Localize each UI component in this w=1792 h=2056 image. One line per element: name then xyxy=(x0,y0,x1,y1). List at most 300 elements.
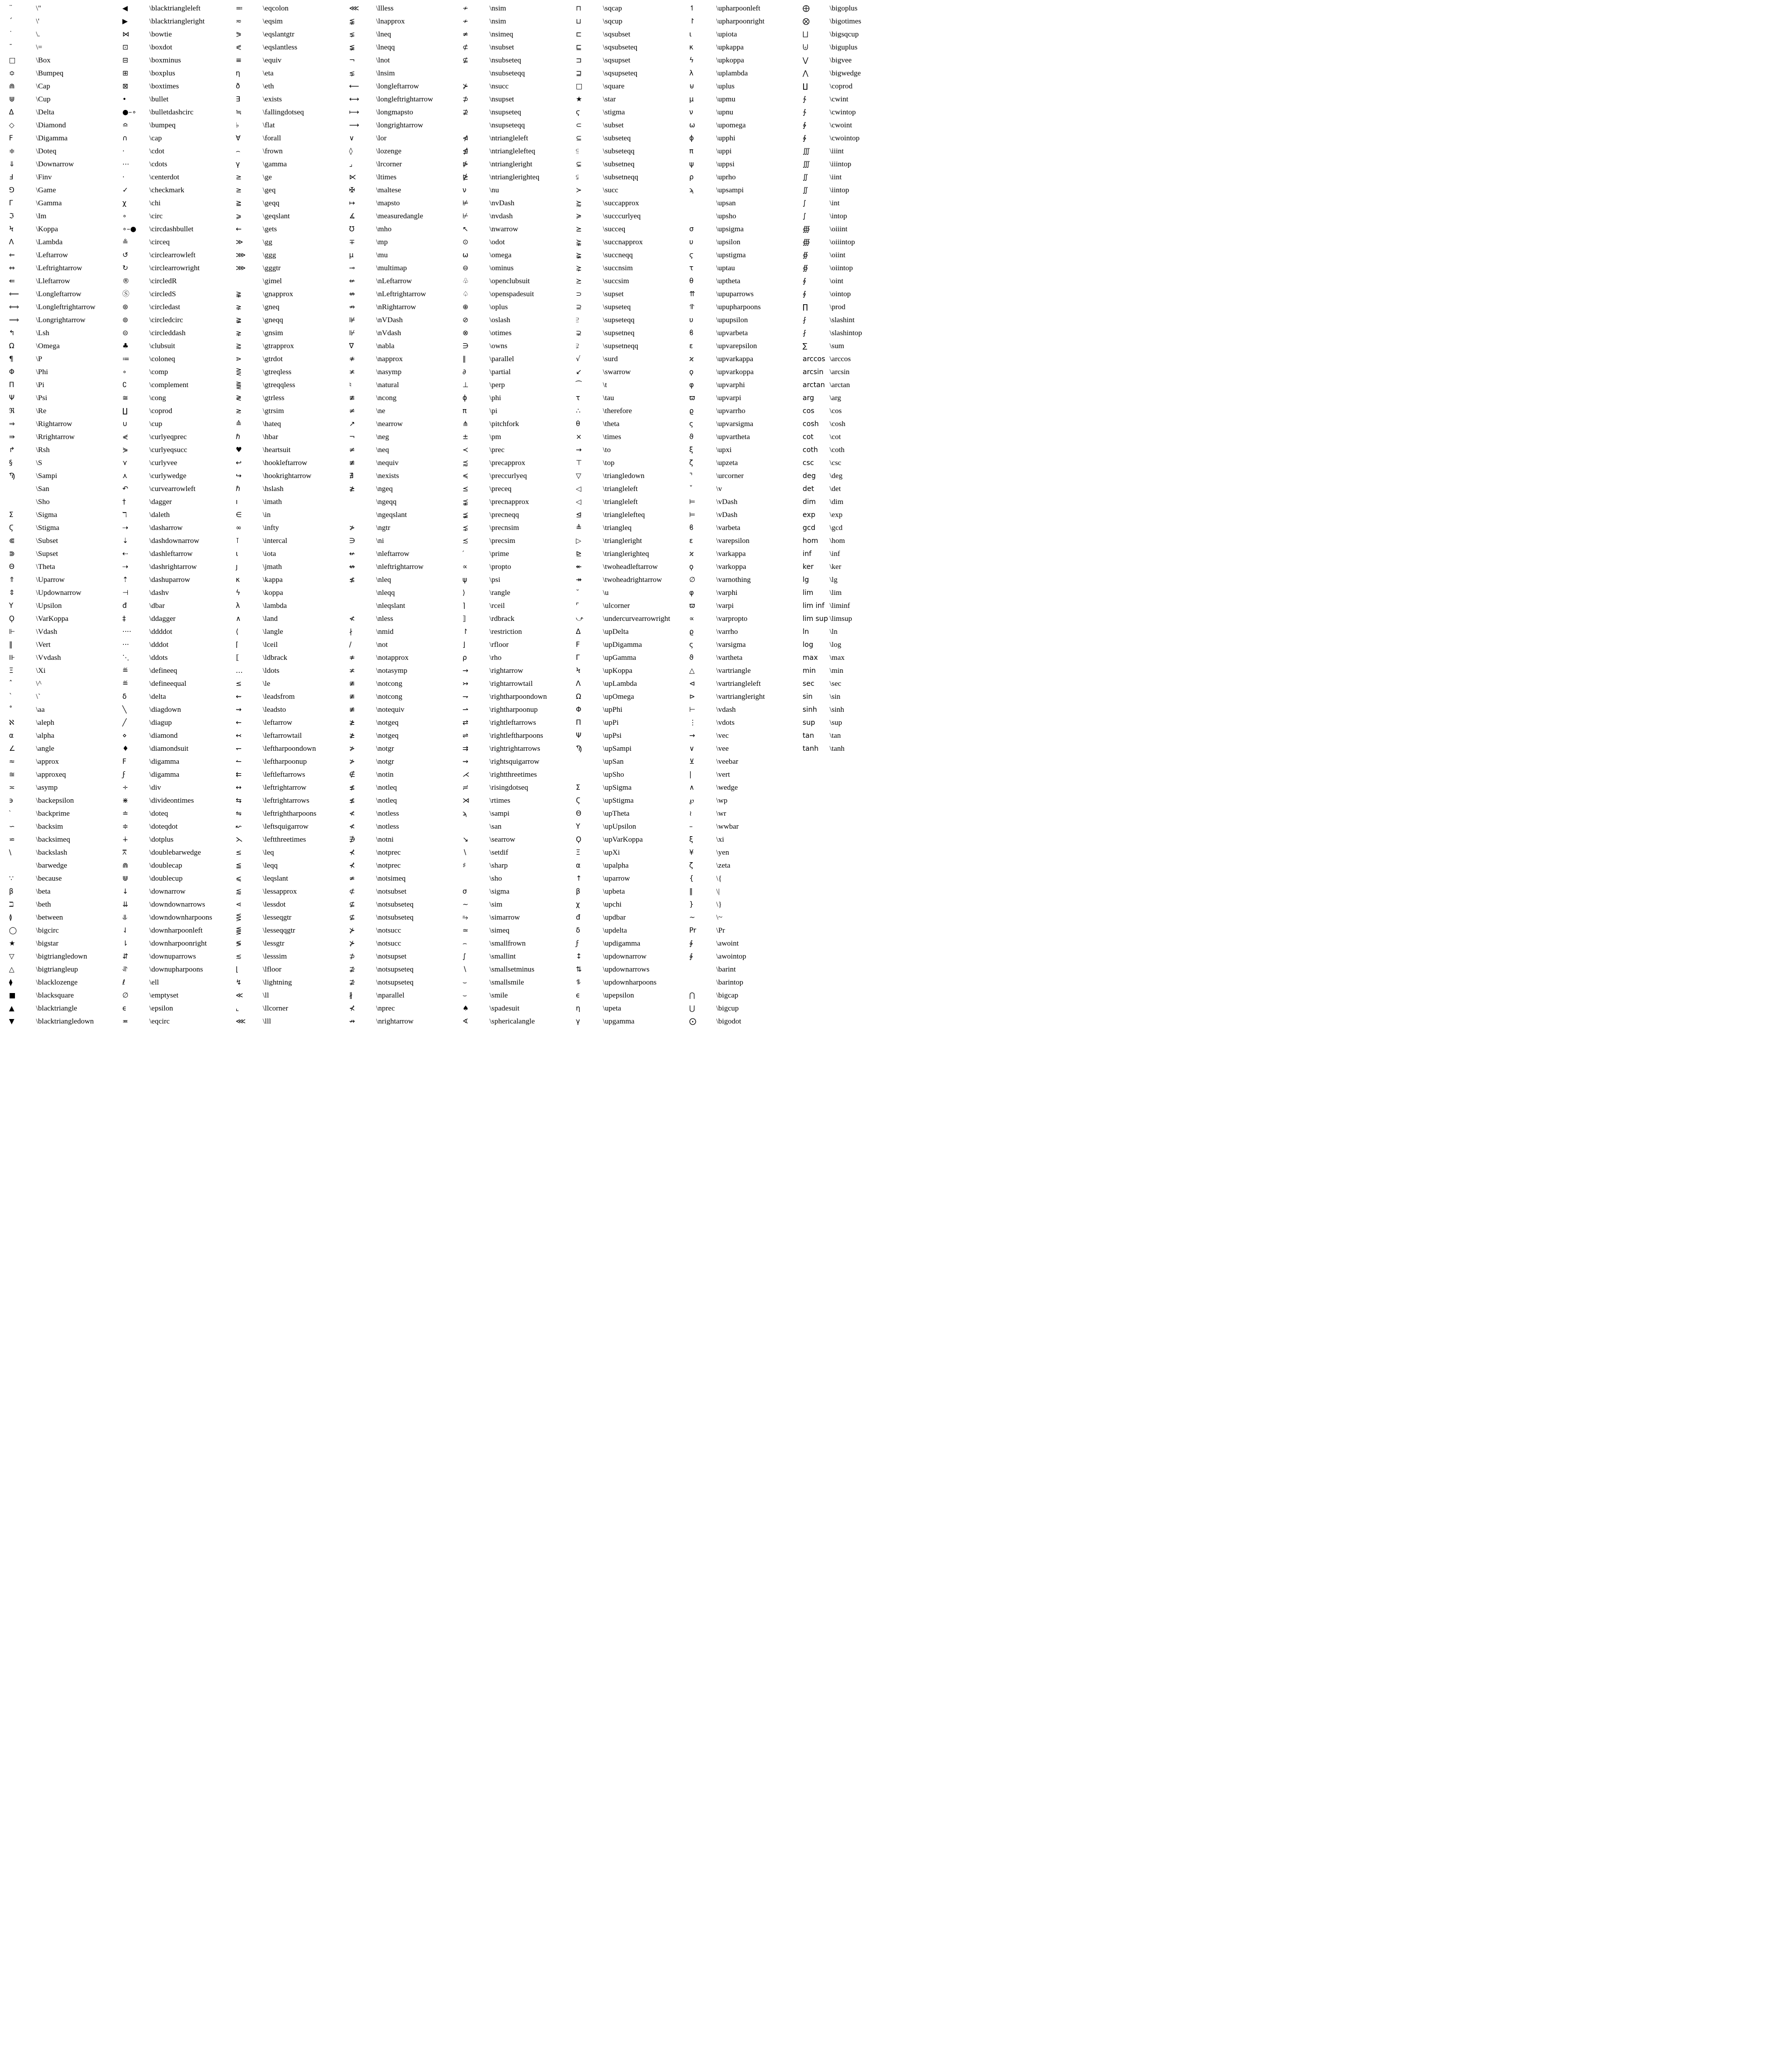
symbol-glyph: ⪶ xyxy=(576,251,582,259)
symbol-glyph: gcd xyxy=(803,524,816,532)
symbol-row xyxy=(235,444,348,457)
symbol-command: \Upsilon xyxy=(36,602,62,610)
symbol-glyph: Ϛ xyxy=(9,524,14,532)
symbol-row xyxy=(235,612,348,625)
symbol-command: \notgr xyxy=(376,758,394,766)
symbol-command: \downdownharpoons xyxy=(149,914,212,922)
symbol-glyph: ≮ xyxy=(349,810,355,818)
symbol-command: \notless xyxy=(376,810,399,818)
symbol-row xyxy=(8,418,121,431)
symbol-row xyxy=(688,93,802,106)
symbol-command: \ominus xyxy=(489,264,514,272)
symbol-glyph: ⌟ xyxy=(349,160,353,168)
symbol-command: \leqslant xyxy=(263,875,288,883)
symbol-command: \upsampi xyxy=(716,186,744,194)
symbol-row xyxy=(235,768,348,781)
symbol-glyph: ⊃ xyxy=(576,290,582,298)
symbol-row xyxy=(575,353,688,366)
symbol-glyph: ϐ xyxy=(689,329,694,337)
symbol-glyph: ς xyxy=(689,641,694,649)
symbol-row xyxy=(575,1002,688,1015)
symbol-row xyxy=(688,742,802,755)
symbol-glyph: ¬ xyxy=(349,433,355,441)
symbol-command: \nu xyxy=(489,186,499,194)
symbol-column-2 xyxy=(121,2,235,1028)
symbol-glyph: ⊐ xyxy=(576,56,582,64)
symbol-glyph: ◁ xyxy=(576,498,581,506)
symbol-row xyxy=(235,210,348,223)
symbol-glyph: ζ xyxy=(689,459,693,467)
symbol-command: \forall xyxy=(263,134,281,142)
symbol-row xyxy=(575,599,688,612)
symbol-row xyxy=(348,989,461,1002)
symbol-command: \psi xyxy=(489,576,500,584)
symbol-command: \dashv xyxy=(149,589,169,597)
symbol-glyph: ▼ xyxy=(9,1018,14,1026)
symbol-command: \to xyxy=(603,446,611,454)
symbol-row xyxy=(802,28,896,41)
symbol-glyph: ∖ xyxy=(462,966,467,974)
symbol-glyph: đ xyxy=(576,914,580,922)
symbol-command: \leftrightharpoons xyxy=(263,810,317,818)
symbol-glyph: ⊄ xyxy=(462,43,468,51)
symbol-row xyxy=(235,807,348,820)
symbol-command: \bulletdashcirc xyxy=(149,108,194,116)
symbol-row xyxy=(348,405,461,418)
symbol-row xyxy=(802,2,896,15)
symbol-glyph: △ xyxy=(689,667,695,675)
symbol-row xyxy=(688,210,802,223)
symbol-row xyxy=(461,885,575,898)
symbol-command: \pi xyxy=(489,407,497,415)
symbol-command: \checkmark xyxy=(149,186,184,194)
symbol-row xyxy=(348,833,461,846)
symbol-glyph: ϖ xyxy=(689,394,695,402)
symbol-row xyxy=(235,560,348,573)
symbol-glyph: ν xyxy=(689,108,693,116)
symbol-glyph: ∪ xyxy=(122,420,128,428)
symbol-glyph: ⋅ xyxy=(122,147,125,155)
symbol-row xyxy=(121,885,235,898)
symbol-glyph: ⊸ xyxy=(349,264,355,272)
symbol-command: \min xyxy=(830,667,844,675)
symbol-glyph: ↠ xyxy=(576,576,582,584)
symbol-glyph: ⊉ xyxy=(349,979,355,987)
symbol-command: \upepsilon xyxy=(603,992,634,1000)
symbol-glyph: ≔ xyxy=(122,355,129,363)
symbol-command: \nLeftrightarrow xyxy=(376,290,426,298)
symbol-row xyxy=(575,677,688,690)
symbol-row xyxy=(688,911,802,924)
symbol-glyph: ϑ xyxy=(689,654,694,662)
symbol-row xyxy=(688,833,802,846)
symbol-row xyxy=(461,496,575,509)
symbol-row xyxy=(575,521,688,534)
symbol-command: \upvarpi xyxy=(716,394,741,402)
symbol-glyph: ℑ xyxy=(9,212,14,220)
symbol-command: \Vvdash xyxy=(36,654,61,662)
symbol-row xyxy=(802,119,896,132)
symbol-command: \Finv xyxy=(36,173,52,181)
symbol-glyph: ∯ xyxy=(803,251,809,259)
symbol-command: \upmu xyxy=(716,95,736,103)
symbol-command: \bigcap xyxy=(716,992,739,1000)
symbol-glyph: ⟨ xyxy=(236,628,239,636)
symbol-glyph: ∝ xyxy=(689,615,695,623)
symbol-command: \in xyxy=(263,511,271,519)
symbol-row xyxy=(235,937,348,950)
symbol-row xyxy=(348,664,461,677)
symbol-command: \fallingdotseq xyxy=(263,108,304,116)
symbol-glyph: ϵ xyxy=(576,992,580,1000)
symbol-row xyxy=(121,197,235,210)
symbol-glyph: ≁ xyxy=(462,4,468,12)
symbol-glyph: ≅ xyxy=(122,394,128,402)
symbol-row xyxy=(461,755,575,768)
symbol-row xyxy=(688,379,802,392)
symbol-glyph: ‡ xyxy=(122,615,126,623)
symbol-command: \Cup xyxy=(36,95,51,103)
symbol-command: \ngeqq xyxy=(376,498,397,506)
symbol-command: \rightthreetimes xyxy=(489,771,537,779)
symbol-row xyxy=(235,716,348,729)
symbol-glyph: ⊊ xyxy=(576,160,582,168)
symbol-row xyxy=(121,93,235,106)
symbol-row xyxy=(8,820,121,833)
symbol-row xyxy=(8,249,121,262)
symbol-row xyxy=(348,457,461,470)
symbol-glyph: ⊞ xyxy=(122,69,128,77)
symbol-row xyxy=(121,262,235,275)
symbol-glyph: ⪷ xyxy=(462,459,468,467)
symbol-glyph: ⋂ xyxy=(689,992,695,1000)
symbol-glyph: ⋓ xyxy=(122,875,128,883)
symbol-row xyxy=(575,534,688,547)
symbol-row xyxy=(802,638,896,651)
symbol-row xyxy=(348,651,461,664)
symbol-glyph: ♮ xyxy=(349,381,352,389)
symbol-command: \upSho xyxy=(603,771,624,779)
symbol-command: \upGamma xyxy=(603,654,636,662)
symbol-command: \prime xyxy=(489,550,509,558)
symbol-row xyxy=(121,405,235,418)
symbol-command: \log xyxy=(830,641,842,649)
symbol-glyph: ≂ xyxy=(236,17,242,25)
symbol-command: \heartsuit xyxy=(263,446,291,454)
symbol-row xyxy=(8,210,121,223)
symbol-glyph: τ xyxy=(576,394,580,402)
symbol-glyph: ⋫ xyxy=(462,160,468,168)
symbol-glyph: ⪇ xyxy=(349,30,355,38)
symbol-glyph: ⊳ xyxy=(689,693,695,701)
symbol-command: \arcsin xyxy=(830,368,850,376)
symbol-glyph: inf xyxy=(803,550,812,558)
symbol-row xyxy=(348,976,461,989)
symbol-row xyxy=(348,859,461,872)
symbol-glyph: ♤ xyxy=(462,290,469,298)
symbol-command: \doteq xyxy=(149,810,168,818)
symbol-row xyxy=(348,301,461,314)
symbol-glyph: ≥ xyxy=(236,173,242,181)
symbol-command: \sqcap xyxy=(603,4,622,12)
symbol-glyph: ⟹ xyxy=(9,316,19,324)
symbol-glyph: Υ xyxy=(9,602,13,610)
symbol-row xyxy=(802,716,896,729)
symbol-command: \lnapprox xyxy=(376,17,405,25)
symbol-row xyxy=(575,651,688,664)
symbol-row xyxy=(8,1015,121,1028)
symbol-glyph: σ xyxy=(462,888,467,896)
symbol-row xyxy=(688,1002,802,1015)
symbol-command: \eqcirc xyxy=(149,1018,170,1026)
symbol-glyph: ⊚ xyxy=(122,316,128,324)
symbol-row xyxy=(8,833,121,846)
symbol-glyph: ℶ xyxy=(9,901,14,909)
symbol-row xyxy=(121,171,235,184)
symbol-command: \downharpoonleft xyxy=(149,927,203,935)
symbol-row xyxy=(235,288,348,301)
symbol-command: \leftrightarrow xyxy=(263,784,307,792)
symbol-command: \curlyeqsucc xyxy=(149,446,187,454)
symbol-command: \San xyxy=(36,485,49,493)
symbol-glyph: β xyxy=(9,888,13,896)
symbol-command: \leftarrowtail xyxy=(263,732,302,740)
symbol-command: \curvearrowleft xyxy=(149,485,196,493)
symbol-command: \Longrightarrow xyxy=(36,316,86,324)
symbol-glyph: φ xyxy=(689,381,694,389)
symbol-row xyxy=(461,67,575,80)
symbol-row xyxy=(461,547,575,560)
symbol-glyph: ⋒ xyxy=(9,82,15,90)
symbol-command: \{ xyxy=(716,875,722,883)
symbol-glyph: ⇅ xyxy=(576,966,582,974)
symbol-glyph: ⊻ xyxy=(689,758,695,766)
symbol-command: \upomega xyxy=(716,121,746,129)
symbol-row xyxy=(575,976,688,989)
symbol-glyph: ≓ xyxy=(462,784,468,792)
symbol-command: \lnsim xyxy=(376,69,395,77)
symbol-glyph: ⊥ xyxy=(462,381,469,389)
symbol-command: \swarrow xyxy=(603,368,631,376)
symbol-command: \notsucc xyxy=(376,927,401,935)
symbol-row xyxy=(688,638,802,651)
symbol-row xyxy=(8,457,121,470)
symbol-command: \uparrow xyxy=(603,875,630,883)
symbol-row xyxy=(575,872,688,885)
symbol-glyph: ⊒ xyxy=(576,69,582,77)
symbol-row xyxy=(8,1002,121,1015)
symbol-command: \gtrless xyxy=(263,394,285,402)
symbol-row xyxy=(688,236,802,249)
symbol-row xyxy=(575,729,688,742)
symbol-command: \downuparrows xyxy=(149,953,196,961)
symbol-row xyxy=(348,599,461,612)
symbol-glyph: ⩽ xyxy=(236,875,242,883)
symbol-row xyxy=(235,509,348,521)
symbol-glyph: ⇊ xyxy=(122,901,128,909)
symbol-glyph: ⊘ xyxy=(462,316,468,324)
symbol-glyph: ≭ xyxy=(349,667,355,675)
symbol-row xyxy=(461,93,575,106)
symbol-glyph: ⌝ xyxy=(689,472,693,480)
symbol-row xyxy=(8,781,121,794)
symbol-command: \notsubset xyxy=(376,888,407,896)
symbol-row xyxy=(121,119,235,132)
symbol-row xyxy=(348,249,461,262)
symbol-command: \sharp xyxy=(489,862,508,870)
symbol-glyph: ⨏ xyxy=(803,316,807,324)
symbol-glyph: ⪖ xyxy=(236,30,242,38)
symbol-command: \oiiintop xyxy=(830,238,855,246)
symbol-row xyxy=(688,184,802,197)
symbol-row xyxy=(461,586,575,599)
symbol-row xyxy=(802,470,896,483)
symbol-command: \clubsuit xyxy=(149,342,175,350)
symbol-row xyxy=(802,314,896,327)
symbol-row xyxy=(121,275,235,288)
symbol-row xyxy=(121,963,235,976)
symbol-command: \cup xyxy=(149,420,162,428)
symbol-glyph: σ xyxy=(689,225,694,233)
symbol-command: \blacktriangleleft xyxy=(149,4,201,12)
symbol-glyph: Ϛ xyxy=(576,797,581,805)
symbol-row xyxy=(235,93,348,106)
symbol-glyph: δ xyxy=(576,927,580,935)
symbol-row xyxy=(802,379,896,392)
symbol-command: \gtrapprox xyxy=(263,342,294,350)
symbol-row xyxy=(575,28,688,41)
symbol-row xyxy=(348,755,461,768)
symbol-glyph: Ξ xyxy=(9,667,13,675)
symbol-command: \upPsi xyxy=(603,732,622,740)
symbol-glyph: arg xyxy=(803,394,814,402)
symbol-command: \restriction xyxy=(489,628,522,636)
symbol-row xyxy=(121,210,235,223)
symbol-command: \dashrightarrow xyxy=(149,563,197,571)
symbol-row xyxy=(235,119,348,132)
symbol-command: \hookleftarrow xyxy=(263,459,308,467)
symbol-row xyxy=(348,794,461,807)
symbol-glyph: ϕ xyxy=(462,394,467,402)
symbol-glyph: ↿ xyxy=(689,4,695,12)
symbol-glyph: ⪯ xyxy=(462,485,468,493)
symbol-command: \Uparrow xyxy=(36,576,65,584)
symbol-glyph: ∃ xyxy=(236,95,240,103)
symbol-glyph: ⊉ xyxy=(462,108,468,116)
symbol-row xyxy=(348,288,461,301)
symbol-row xyxy=(802,366,896,379)
symbol-glyph: ⊡ xyxy=(122,43,128,51)
symbol-command: \geqslant xyxy=(263,212,290,220)
symbol-glyph: ↱ xyxy=(9,446,15,454)
symbol-row xyxy=(575,781,688,794)
symbol-row xyxy=(688,392,802,405)
symbol-row xyxy=(121,521,235,534)
symbol-command: \ddddot xyxy=(149,628,172,636)
symbol-row xyxy=(235,599,348,612)
symbol-command: \upstigma xyxy=(716,251,746,259)
symbol-command: \nVDash xyxy=(376,316,403,324)
symbol-command: \nsubseteqq xyxy=(489,69,525,77)
symbol-glyph: ≍ xyxy=(9,784,15,792)
symbol-command: \arg xyxy=(830,394,842,402)
symbol-glyph: ★ xyxy=(576,95,582,103)
symbol-row xyxy=(348,392,461,405)
symbol-row xyxy=(235,586,348,599)
symbol-glyph: ≖ xyxy=(122,1018,128,1026)
symbol-row xyxy=(121,366,235,379)
symbol-glyph: ∋ xyxy=(462,342,469,350)
symbol-row xyxy=(235,483,348,496)
symbol-command: \coprod xyxy=(149,407,172,415)
symbol-glyph: ∖ xyxy=(462,849,467,857)
symbol-command: \cwointop xyxy=(830,134,860,142)
symbol-command: \backslash xyxy=(36,849,67,857)
symbol-command: \ldots xyxy=(263,667,280,675)
symbol-glyph: ⥥ xyxy=(122,914,128,922)
symbol-command: \ne xyxy=(376,407,386,415)
symbol-command: \intercal xyxy=(263,537,288,545)
symbol-row xyxy=(461,392,575,405)
symbol-row xyxy=(348,314,461,327)
symbol-glyph: ⋟ xyxy=(122,446,128,454)
symbol-command: \Koppa xyxy=(36,225,58,233)
symbol-command: \mp xyxy=(376,238,388,246)
symbol-row xyxy=(348,431,461,444)
symbol-command: \downupharpoons xyxy=(149,966,203,974)
symbol-row xyxy=(121,625,235,638)
symbol-row xyxy=(688,1015,802,1028)
symbol-glyph: ς xyxy=(689,420,694,428)
symbol-glyph: ∦ xyxy=(349,992,353,1000)
symbol-row xyxy=(235,924,348,937)
symbol-glyph: μ xyxy=(689,95,694,103)
symbol-command: \upDelta xyxy=(603,628,629,636)
symbol-row xyxy=(802,677,896,690)
symbol-glyph: ϝ xyxy=(122,771,126,779)
symbol-glyph: ≰ xyxy=(349,784,355,792)
symbol-command: \square xyxy=(603,82,625,90)
symbol-glyph: ↓ xyxy=(122,888,128,896)
symbol-glyph: ⇣ xyxy=(122,537,128,545)
symbol-glyph: ≈ xyxy=(9,758,15,766)
symbol-glyph: ∧ xyxy=(236,615,241,623)
symbol-row xyxy=(235,1002,348,1015)
symbol-command: \upSampi xyxy=(603,745,632,753)
symbol-command: \eth xyxy=(263,82,274,90)
symbol-glyph: ∳ xyxy=(689,953,693,961)
symbol-row xyxy=(121,586,235,599)
symbol-command: \S xyxy=(36,459,42,467)
symbol-row xyxy=(121,729,235,742)
symbol-glyph: ′ xyxy=(462,550,464,558)
symbol-glyph: Φ xyxy=(9,368,15,376)
symbol-row xyxy=(348,483,461,496)
symbol-glyph: ⪹ xyxy=(462,498,468,506)
symbol-row xyxy=(235,327,348,340)
symbol-glyph: θ xyxy=(689,277,694,285)
symbol-glyph: ↩ xyxy=(236,459,242,467)
symbol-row xyxy=(461,638,575,651)
symbol-row xyxy=(8,937,121,950)
symbol-row xyxy=(688,976,802,989)
symbol-command: \" xyxy=(36,4,41,12)
symbol-command: \oplus xyxy=(489,303,508,311)
symbol-command: \notless xyxy=(376,823,399,831)
symbol-row xyxy=(802,547,896,560)
symbol-glyph: { xyxy=(689,875,694,883)
symbol-command: \rightsquigarrow xyxy=(489,758,539,766)
